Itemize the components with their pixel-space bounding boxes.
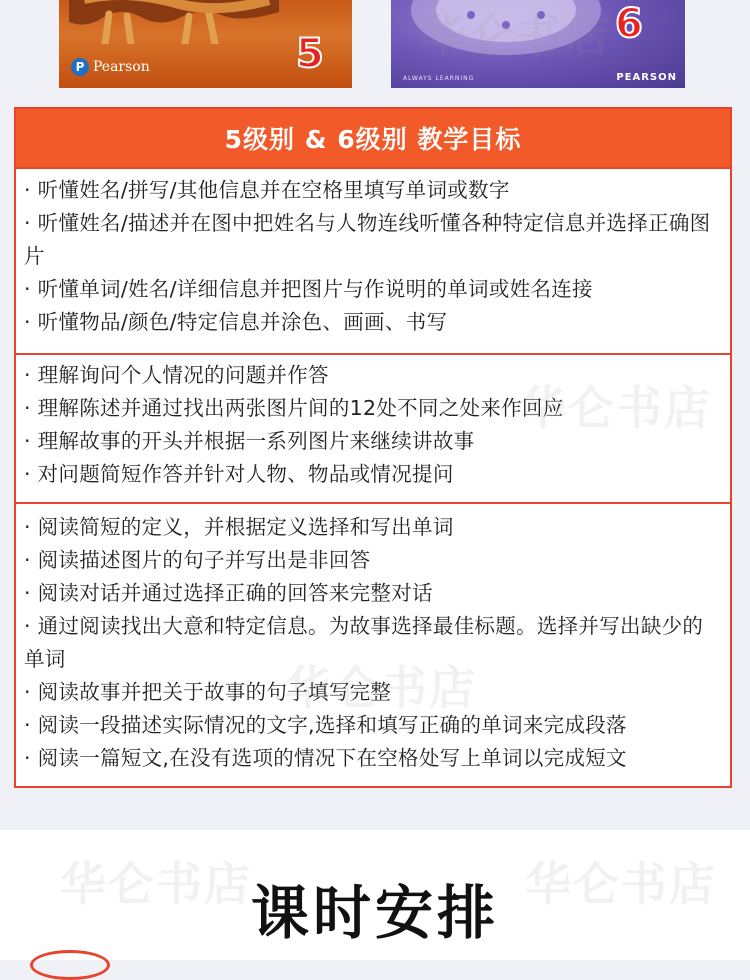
list-item: · 通过阅读找出大意和特定信息。为故事选择最佳标题。选择并写出缺少的单词 (24, 614, 704, 671)
list-item: · 理解询问个人情况的问题并作答 (24, 363, 329, 387)
publisher-name: PEARSON (616, 72, 677, 83)
camel-illustration-icon (69, 0, 279, 44)
list-item: · 阅读简短的定义，并根据定义选择和写出单词 (24, 515, 454, 539)
list-item: · 对问题简短作答并针对人物、物品或情况提问 (24, 462, 454, 486)
pearson-logo (71, 58, 150, 76)
list-item: · 理解故事的开头并根据一系列图片来继续讲故事 (24, 429, 475, 453)
list-item: · 阅读故事并把关于故事的句子填写完整 (24, 680, 392, 704)
list-item: · 听懂姓名/拼写/其他信息并在空格里填写单词或数字 (24, 178, 510, 202)
level-number: 6 (615, 1, 643, 47)
decorative-circle-icon (30, 950, 110, 980)
reading-writing-section (16, 502, 730, 786)
teaching-goals-table (14, 107, 732, 788)
spaceship-illustration-icon (411, 0, 601, 60)
book-cover-level-5 (59, 0, 352, 88)
tagline: ALWAYS LEARNING (403, 75, 475, 82)
list-item: · 听懂单词/姓名/详细信息并把图片与作说明的单词或姓名连接 (24, 277, 593, 301)
list-item: · 听懂姓名/描述并在图中把姓名与人物连线听懂各种特定信息并选择正确图片 (24, 211, 711, 268)
list-item: · 阅读对话并通过选择正确的回答来完整对话 (24, 581, 433, 605)
list-item: · 听懂物品/颜色/特定信息并涂色、画画、书写 (24, 310, 448, 334)
book-cover-level-6 (391, 0, 685, 88)
list-item: · 阅读描述图片的句子并写出是非回答 (24, 548, 371, 572)
schedule-title: 课时安排 (250, 879, 499, 947)
list-item: · 阅读一篇短文,在没有选项的情况下在空格处写上单词以完成短文 (24, 746, 627, 770)
level-number: 5 (296, 31, 324, 77)
publisher-name: Pearson (93, 59, 150, 75)
speaking-section (16, 353, 730, 502)
listening-section (16, 167, 730, 353)
list-item: · 理解陈述并通过找出两张图片间的12处不同之处来作回应 (24, 396, 564, 420)
list-item: · 阅读一段描述实际情况的文字,选择和填写正确的单词来完成段落 (24, 713, 627, 737)
goals-title: 5级别 & 6级别 教学目标 (16, 109, 730, 167)
pearson-p-icon: P (71, 58, 89, 76)
